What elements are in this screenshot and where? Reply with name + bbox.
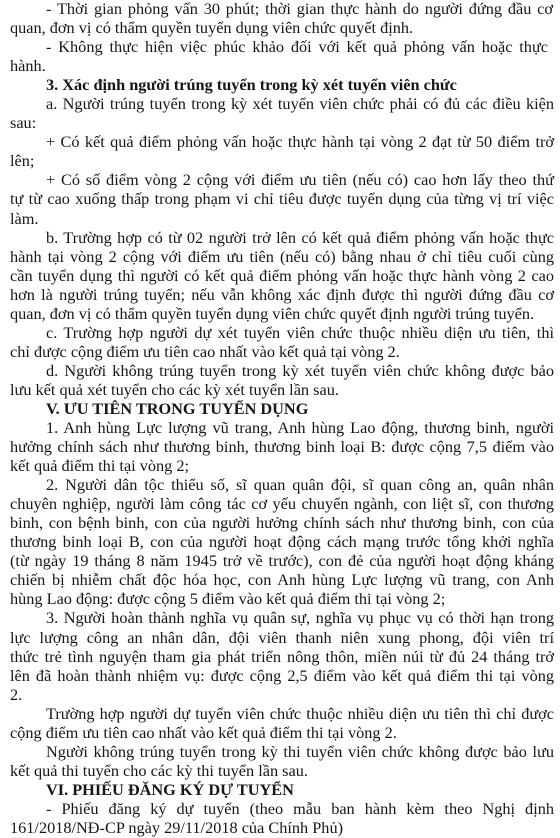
text-line: lưu kết quả xét tuyển cho các kỳ xét tuyển lần sau.: [10, 379, 339, 399]
section-heading: V. ƯU TIÊN TRONG TUYỂN DỤNG: [46, 398, 309, 418]
text-line: chỉ được cộng điểm ưu tiên cao nhất vào kết quả tại vòng 2.: [10, 341, 400, 361]
text-line: c. Trường hợp người dự xét tuyển viên chức thuộc nhiều diện ưu tiên, thì: [46, 322, 554, 342]
text-line: - Phiếu đăng ký dự tuyển (theo mẫu ban hành kèm theo Nghị định: [46, 798, 554, 818]
text-line: Người không trúng tuyển trong kỳ thi tuyển viên chức không được bảo lưu: [46, 741, 554, 761]
text-line: a. Người trúng tuyển trong kỳ xét tuyển viên chức phải có đủ các điều kiện: [46, 94, 554, 114]
text-line: lên đã hoàn thành nhiệm vụ: được cộng 2,5 điểm vào kết quả điểm thi tại vòng: [10, 665, 554, 685]
text-line: hành.: [10, 56, 46, 76]
text-line: chiến bị nhiễm chất độc hóa học, con Anh hùng Lực lượng vũ trang, con Anh: [10, 570, 554, 590]
text-line: làm.: [10, 208, 39, 228]
text-line: sau:: [10, 113, 37, 133]
text-line: cần tuyển dụng thì người có kết quả điểm phỏng vấn hoặc thực hành vòng 2 cao: [10, 265, 554, 285]
text-line: binh, con bệnh binh, con của người hưởng chính sách như thương binh, con của: [10, 513, 554, 533]
text-line: 3. Người hoàn thành nghĩa vụ quân sự, nghĩa vụ phục vụ có thời hạn trong: [46, 608, 554, 628]
text-line: 161/2018/NĐ-CP ngày 29/11/2018 của Chính Phủ): [10, 817, 344, 837]
text-line: chuyên nghiệp, người làm công tác cơ yếu chuyển ngành, con liệt sĩ, con thương: [10, 494, 554, 514]
text-line: hùng Lao động: được cộng 5 điểm vào kết quả điểm thi tại vòng 2;: [10, 589, 446, 609]
text-line: quan, đơn vị có thẩm quyền tuyển dụng viên chức quyết định.: [10, 18, 414, 38]
section-heading: VI. PHIẾU ĐĂNG KÝ DỰ TUYỂN: [46, 779, 294, 799]
text-line: 1. Anh hùng Lực lượng vũ trang, Anh hùng Lao động, thương binh, người: [46, 418, 554, 437]
text-line: kết quả thi tuyển cho các kỳ thi tuyển lần sau.: [10, 760, 308, 780]
text-line: - Thời gian phỏng vấn 30 phút; thời gian thực hành do người đứng đầu cơ: [46, 0, 553, 18]
text-line: + Có kết quả điểm phỏng vấn hoặc thực hành tại vòng 2 đạt từ 50 điểm trở: [46, 132, 554, 152]
text-line: 2.: [10, 684, 23, 704]
text-line: thương binh loại B, con của người hoạt động cách mạng trước tổng khởi nghĩa: [10, 532, 554, 552]
text-line: kết quả điểm thi tại vòng 2;: [10, 456, 190, 476]
text-line: lực lượng công an nhân dân, đội viên thanh niên xung phong, đội viên trí: [10, 627, 554, 647]
text-line: thức trẻ tình nguyện tham gia phát triển nông thôn, miền núi từ đủ 24 tháng trở: [10, 646, 554, 666]
text-line: - Không thực hiện việc phúc khảo đối với kết quả phỏng vấn hoặc thực: [46, 37, 548, 57]
text-line: tự từ cao xuống thấp trong phạm vi chỉ tiêu được tuyển dụng của từng vị trí việc: [10, 189, 554, 209]
text-line: hơn là người trúng tuyển; nếu vẫn không xác định được thì người đứng đầu cơ: [10, 284, 554, 304]
text-line: hưởng chính sách như thương binh, thương binh loại B: được cộng 7,5 điểm vào: [10, 437, 554, 457]
text-line: quan, đơn vị có thẩm quyền tuyển dụng viên chức quyết định người trúng tuyển.: [10, 303, 535, 323]
text-line: d. Người không trúng tuyển trong kỳ xét tuyển viên chức không được bảo: [46, 360, 554, 380]
text-line: hành tại vòng 2 cộng với điểm ưu tiên (nếu có) bằng nhau ở chỉ tiêu cuối cùng: [10, 246, 554, 266]
text-line: (từ ngày 19 tháng 8 năm 1945 trở về trước), con đẻ của người hoạt động kháng: [10, 551, 554, 571]
text-line: b. Trường hợp có từ 02 người trở lên có kết quả điểm phỏng vấn hoặc thực: [46, 227, 554, 247]
text-line: + Có số điểm vòng 2 cộng với điểm ưu tiên (nếu có) cao hơn lấy theo thứ: [46, 170, 554, 190]
section-heading: 3. Xác định người trúng tuyển trong kỳ xét tuyển viên chức: [46, 75, 457, 95]
text-line: Trường hợp người dự tuyển viên chức thuộc nhiều diện ưu tiên thì chỉ được: [46, 703, 554, 723]
text-line: cộng điểm ưu tiên cao nhất vào kết quả điểm thi tại vòng 2.: [10, 722, 397, 742]
text-line: lên;: [10, 151, 35, 171]
text-line: 2. Người dân tộc thiểu số, sĩ quan quân đội, sĩ quan công an, quân nhân: [46, 475, 554, 495]
